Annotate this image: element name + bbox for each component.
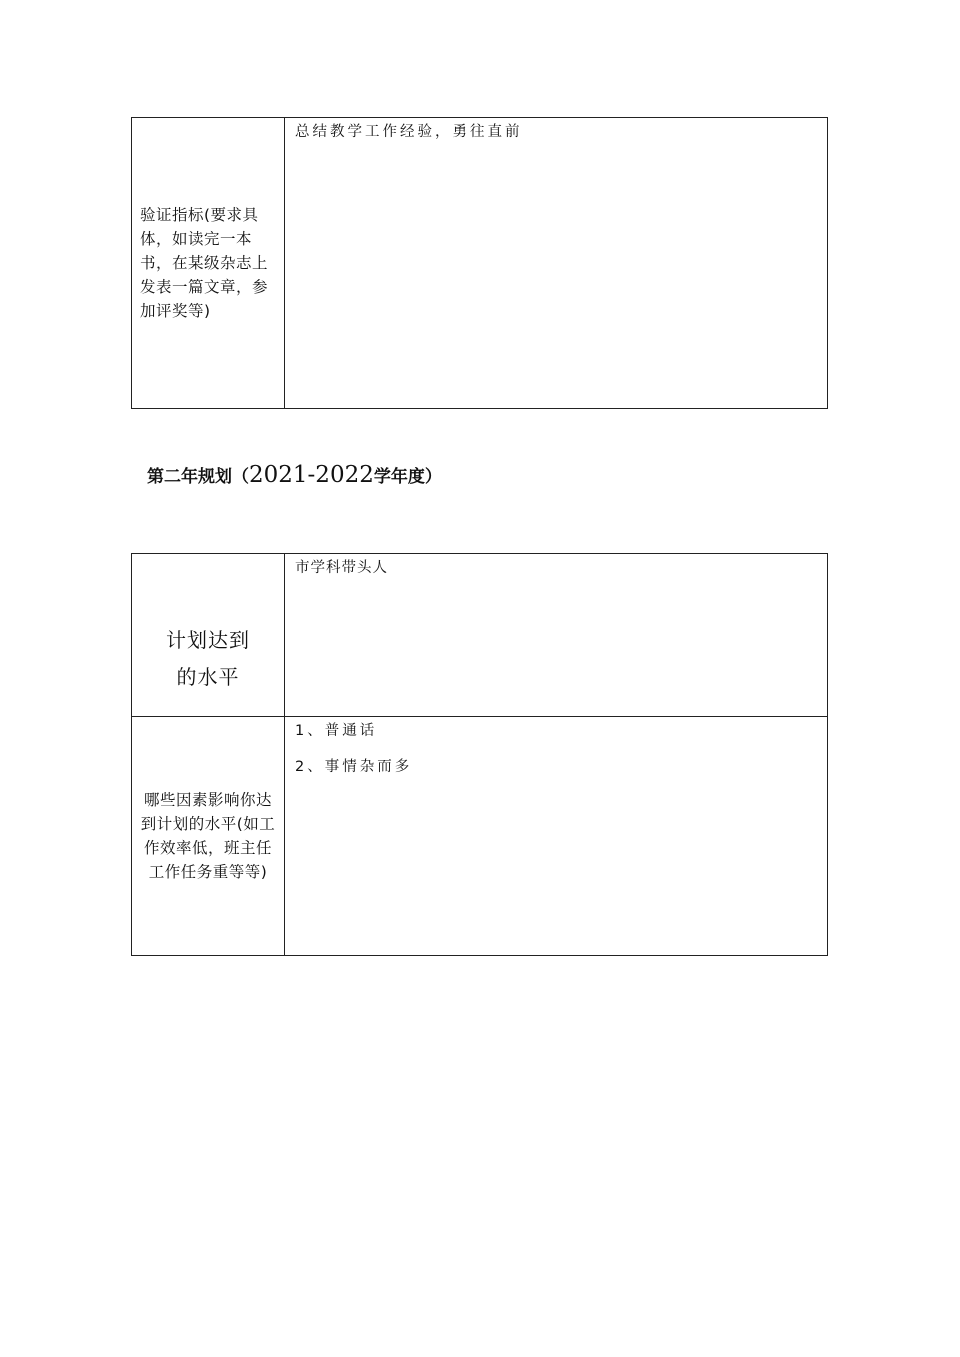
verification-label: 验证指标(要求具体，如读完一本书，在某级杂志上发表一篇文章，参加评奖等) [140,206,269,320]
heading-year: 2021-2022 [249,462,374,488]
target-level-label-cell [132,554,285,716]
verification-row [132,118,827,408]
obstacles-row [132,716,827,955]
target-level-label: 计划达到的水平 [166,628,250,689]
target-level-content: 市学科带头人 [295,560,388,576]
obstacle-item-2: 2、事情杂而多 [295,759,413,775]
verification-label-cell [132,118,285,408]
second-year-plan-heading [147,462,442,488]
obstacle-item-1: 1、普通话 [295,723,378,739]
target-level-content-cell [285,554,827,716]
target-level-row [132,554,827,716]
obstacles-content-cell [285,717,827,955]
second-year-plan-table [131,553,828,956]
verification-table [131,117,828,409]
heading-prefix: 第二年规划（ [147,467,249,487]
verification-content: 总结教学工作经验，勇往直前 [295,124,523,140]
obstacles-label: 哪些因素影响你达到计划的水平(如工作效率低，班主任工作任务重等等) [140,791,276,881]
obstacles-label-cell [132,717,285,955]
verification-content-cell [285,118,827,408]
heading-suffix: 学年度） [373,467,442,487]
